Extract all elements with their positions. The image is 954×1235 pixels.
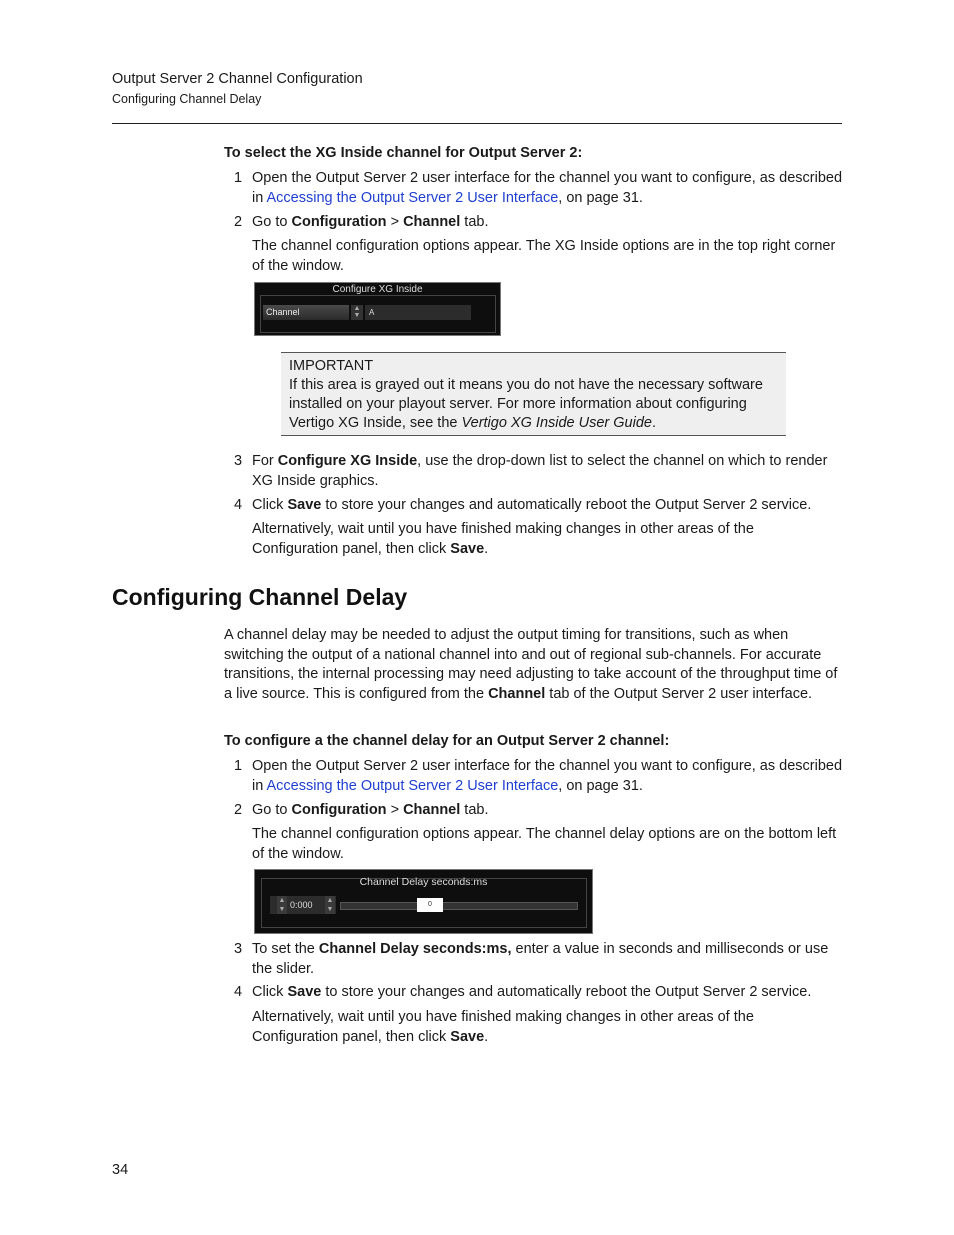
- channel-value: A: [365, 305, 471, 320]
- step-2-result: The channel configuration options appear. The channel delay options are on the bottom left of the window.: [252, 826, 837, 862]
- ui-term-channel: Channel: [488, 685, 546, 702]
- channel-label: Channel: [263, 305, 349, 320]
- ui-term-channel: Channel: [403, 214, 461, 230]
- step-text: For: [252, 453, 278, 469]
- delay-slider-track: [340, 902, 578, 910]
- ui-term-save: Save: [287, 984, 322, 1000]
- step-number: 3: [234, 941, 243, 957]
- step-number: 2: [234, 802, 243, 818]
- link-accessing-ui[interactable]: Accessing the Output Server 2 User Interface: [266, 189, 559, 206]
- step-text: tab.: [460, 802, 489, 818]
- ui-term-channel: Channel: [403, 802, 461, 818]
- step-text: >: [386, 802, 404, 818]
- channel-delay-screenshot: [254, 869, 593, 934]
- guide-title: Vertigo XG Inside User Guide: [461, 415, 652, 431]
- step-text: Open the Output Server 2 user interface for the channel you want to configure, as described in: [252, 170, 843, 206]
- step-2-result: The channel configuration options appear. The XG Inside options are in the top right corner of the window.: [252, 238, 836, 274]
- intro-text: A channel delay may be needed to adjust the output timing for transitions, such as when switching the output of a national channel into and out of regional sub-channels. For accurate transitions, the internal processing may need adjusting to take account of the throughput time of a live source. This is configured from the: [224, 627, 838, 702]
- delay-time-value: 0:000: [290, 900, 313, 910]
- step-number: 2: [234, 214, 243, 230]
- spin-arrows-icon: ▲ ▼: [351, 305, 363, 320]
- xg-inside-screenshot: [254, 282, 501, 336]
- ui-term-configuration: Configuration: [291, 214, 387, 230]
- step-text: >: [386, 214, 404, 230]
- step-text: Go to: [252, 802, 292, 818]
- ui-term-configure-xg: Configure XG Inside: [277, 453, 418, 469]
- section-intro: [224, 626, 839, 704]
- spin-arrows-icon: ▲ ▼: [278, 897, 286, 913]
- ui-term-save: Save: [450, 540, 485, 557]
- ui-term-save: Save: [450, 1028, 485, 1045]
- alt-text: Alternatively, wait until you have finished making changes in other areas of the Configuration panel, then click: [252, 521, 754, 557]
- step-text: Click: [252, 984, 288, 1000]
- step-4-alternative: [252, 1008, 842, 1047]
- important-note: [281, 352, 786, 436]
- group-title: Channel Delay seconds:ms: [359, 876, 488, 888]
- procedure-title-xg: To select the XG Inside channel for Output Server 2:: [224, 145, 583, 161]
- ui-term-channel-delay: Channel Delay seconds:ms,: [318, 941, 512, 957]
- step-text: tab.: [460, 214, 489, 230]
- step-text: , on page 31.: [558, 777, 643, 794]
- step-text: , use the drop-down list to select the channel on which to render XG Inside graphics.: [252, 453, 828, 489]
- step-number: 1: [234, 170, 243, 186]
- step-text: To set the: [252, 941, 319, 957]
- step-text: to store your changes and automatically reboot the Output Server 2 service.: [321, 497, 812, 513]
- page-number: 34: [112, 1162, 129, 1178]
- step-number: 1: [234, 758, 243, 774]
- step-text: , on page 31.: [558, 189, 643, 206]
- step-1-xg: [234, 169, 844, 208]
- step-2-xg: [234, 213, 844, 233]
- step-4-xg: [234, 496, 844, 516]
- header-rule: [112, 123, 842, 124]
- procedure-title-delay: To configure a the channel delay for an Output Server 2 channel:: [224, 733, 670, 749]
- step-text: Open the Output Server 2 user interface for the channel you want to configure, as described in: [252, 758, 843, 794]
- step-4-delay: [234, 983, 844, 1003]
- step-text: Click: [252, 497, 288, 513]
- step-text: enter a value in seconds and milliseconds or use the slider.: [252, 941, 829, 977]
- delay-slider-knob: 0: [417, 898, 443, 912]
- step-4-alternative: [252, 520, 842, 559]
- alt-end: .: [484, 1028, 489, 1045]
- ui-term-save: Save: [287, 497, 322, 513]
- alt-end: .: [484, 540, 489, 557]
- step-number: 3: [234, 453, 243, 469]
- step-3-xg: [234, 452, 844, 491]
- spin-arrows-icon: ▲ ▼: [326, 897, 334, 913]
- running-header-section: Configuring Channel Delay: [112, 92, 262, 106]
- intro-text: tab of the Output Server 2 user interface.: [545, 685, 813, 702]
- step-text: to store your changes and automatically reboot the Output Server 2 service.: [321, 984, 812, 1000]
- step-2-delay: [234, 801, 844, 821]
- section-heading: Configuring Channel Delay: [112, 584, 408, 610]
- running-header-chapter: Output Server 2 Channel Configuration: [112, 71, 363, 87]
- step-1-delay: [234, 757, 844, 796]
- alt-text: Alternatively, wait until you have finished making changes in other areas of the Configuration panel, then click: [252, 1009, 754, 1045]
- step-number: 4: [234, 497, 243, 513]
- important-text: If this area is grayed out it means you do not have the necessary software installed on your playout server. For more information about configuring Vertigo XG Inside, see the: [289, 377, 763, 431]
- group-title: Configure XG Inside: [332, 284, 423, 295]
- step-3-delay: [234, 940, 844, 979]
- step-number: 4: [234, 984, 243, 1000]
- ui-term-configuration: Configuration: [291, 802, 387, 818]
- important-end: .: [651, 415, 656, 431]
- link-accessing-ui[interactable]: Accessing the Output Server 2 User Interface: [266, 777, 559, 794]
- step-text: Go to: [252, 214, 292, 230]
- important-heading: IMPORTANT: [289, 358, 374, 374]
